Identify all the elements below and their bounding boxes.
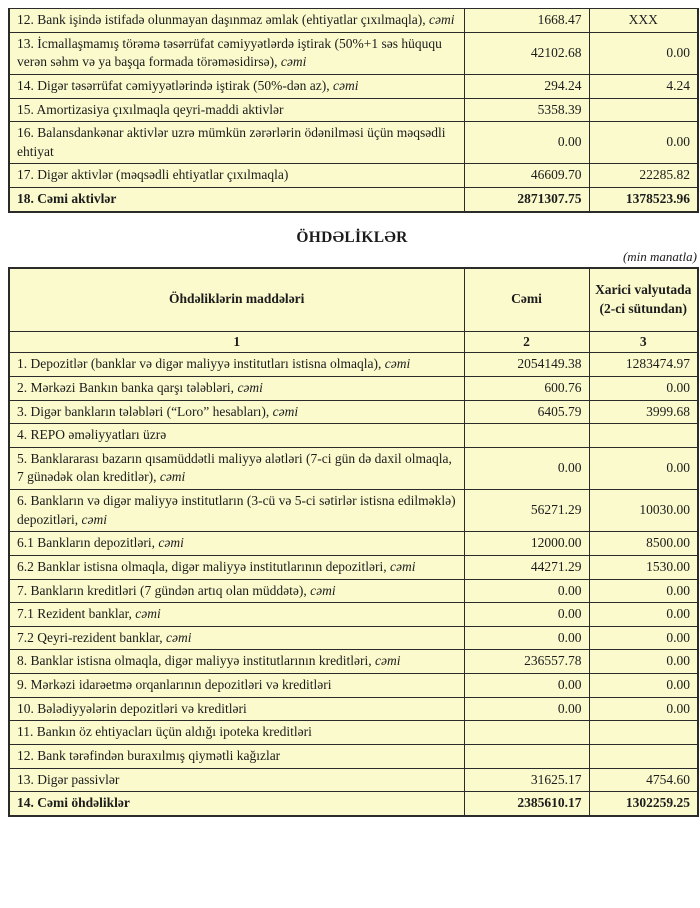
foreign-currency-value-cell: 1302259.25 [589,792,698,816]
row-label-text: 7.2 Qeyri-rezident banklar, [17,629,163,645]
total-value-cell: 46609.70 [464,164,589,188]
column-header-foreign-currency: Xarici valyutada (2-ci sütundan) [589,268,698,332]
table-row [9,353,698,377]
table-row [9,376,698,400]
row-label-cell [9,555,464,579]
row-label-cell [9,98,464,122]
foreign-currency-value-cell: 0.00 [589,122,698,164]
row-label-cell [9,697,464,721]
table-row [9,697,698,721]
unit-note: (min manatla) [622,248,697,264]
row-label-italic-suffix: cəmi [375,653,401,669]
foreign-currency-value-cell: 4.24 [589,74,698,98]
total-value-cell: 1668.47 [464,9,589,33]
row-label-text: 18. Cəmi aktivlər [17,191,117,206]
table-row [9,32,698,74]
row-label-cell [9,792,464,816]
total-value-cell: 12000.00 [464,532,589,556]
row-label-text: 11. Bankın öz ehtiyacları üçün aldığı ipoteka kreditləri [17,724,312,740]
row-label-italic-suffix: cəmi [280,54,307,70]
row-label-text: 7. Bankların kreditləri (7 gündən artıq olan müddətə), [17,582,307,598]
table-row [9,98,698,122]
row-label-cell [9,9,464,33]
total-value-cell: 0.00 [464,674,589,698]
liabilities-header-row [9,268,698,332]
total-value-cell: 0.00 [464,697,589,721]
row-label-cell [9,447,464,489]
total-value-cell: 42102.68 [464,32,589,74]
total-row [9,792,698,816]
row-label-text: 6. Bankların və digər maliyyə institutların (3-cü və 5-ci sətirlər istisna edilməklə) depozitləri, [17,493,456,527]
foreign-currency-value-cell: 22285.82 [589,164,698,188]
table-row [9,650,698,674]
table-row [9,164,698,188]
row-label-italic-suffix: cəmi [81,511,107,527]
total-value-cell: 0.00 [464,447,589,489]
foreign-currency-value-cell [589,424,698,448]
row-label-cell [9,768,464,792]
row-label-cell [9,579,464,603]
total-value-cell: 294.24 [464,74,589,98]
row-label-cell [9,424,464,448]
total-value-cell: 44271.29 [464,555,589,579]
row-label-italic-suffix: cəmi [158,535,184,551]
row-label-italic-suffix: cəmi [237,379,263,395]
foreign-currency-value-cell: 0.00 [589,447,698,489]
row-label-cell [9,603,464,627]
total-value-cell: 2054149.38 [464,353,589,377]
table-row [9,744,698,768]
row-label-cell [9,122,464,164]
liabilities-section-title: ÖHDƏLİKLƏR [296,228,408,246]
foreign-currency-value-cell: 4754.60 [589,768,698,792]
row-label-cell [9,353,464,377]
column-number-row [9,331,698,353]
row-label-text: 14. Cəmi öhdəliklər [17,795,130,811]
foreign-currency-value-cell: 8500.00 [589,532,698,556]
row-label-cell [9,74,464,98]
foreign-currency-value-cell: 0.00 [589,579,698,603]
table-row [9,768,698,792]
row-label-cell [9,164,464,188]
row-label-cell [9,650,464,674]
row-label-text: 6.2 Banklar istisna olmaqla, digər maliyyə institutlarının depozitləri, [17,558,387,574]
row-label-text: 6.1 Bankların depozitləri, [17,535,155,551]
table-row [9,447,698,489]
total-value-cell: 31625.17 [464,768,589,792]
row-label-text: 12. Bank işində istifadə olunmayan daşınmaz əmlak (ehtiyatlar çıxılmaqla), [17,12,426,27]
total-value-cell: 0.00 [464,603,589,627]
row-label-italic-suffix: cəmi [135,606,161,622]
total-value-cell: 6405.79 [464,400,589,424]
row-label-text: 4. REPO əməliyyatları üzrə [17,427,167,443]
foreign-currency-value-cell: 0.00 [589,32,698,74]
foreign-currency-value-cell: 0.00 [589,603,698,627]
row-label-cell [9,400,464,424]
total-value-cell [464,424,589,448]
row-label-text: 1. Depozitlər (banklar və digər maliyyə institutları istisna olmaqla), [17,356,382,372]
table-row [9,579,698,603]
table-row [9,122,698,164]
table-row [9,9,698,33]
foreign-currency-value-cell: 10030.00 [589,490,698,532]
total-value-cell: 236557.78 [464,650,589,674]
row-label-text: 16. Balansdankənar aktivlər uzrə mümkün zərərlərin ödənilməsi üçün məqsədli ehtiyat [17,125,446,159]
row-label-cell [9,376,464,400]
foreign-currency-value-cell: 1283474.97 [589,353,698,377]
foreign-currency-value-cell: 0.00 [589,626,698,650]
row-label-text: 2. Mərkəzi Bankın banka qarşı tələbləri, [17,379,235,395]
column-number-2: 2 [464,331,589,353]
row-label-italic-suffix: cəmi [390,558,416,574]
total-value-cell: 2385610.17 [464,792,589,816]
table-row [9,555,698,579]
table-row [9,400,698,424]
row-label-text: 8. Banklar istisna olmaqla, digər maliyyə institutlarının kreditləri, [17,653,372,669]
column-header-items: Öhdəliklərin maddələri [9,268,464,332]
total-value-cell: 2871307.75 [464,188,589,212]
foreign-currency-value-cell: 0.00 [589,650,698,674]
foreign-currency-value-cell: 0.00 [589,376,698,400]
row-label-cell [9,32,464,74]
row-label-italic-suffix: cəmi [272,403,299,419]
foreign-currency-value-cell: 1378523.96 [589,188,698,212]
table-row [9,721,698,745]
foreign-currency-value-cell: 3999.68 [589,400,698,424]
total-row [9,188,698,212]
foreign-currency-value-cell [589,98,698,122]
row-label-text: 17. Digər aktivlər (məqsədli ehtiyatlar çıxılmaqla) [17,167,289,183]
row-label-text: 14. Digər təsərrüfat cəmiyyətlərində iştirak (50%-dən az), [17,77,330,93]
foreign-currency-value-cell: 0.00 [589,697,698,721]
row-label-italic-suffix: cəmi [166,629,192,645]
total-value-cell [464,744,589,768]
row-label-italic-suffix: cəmi [384,356,411,372]
row-label-cell [9,532,464,556]
foreign-currency-value-cell: 0.00 [589,674,698,698]
row-label-text: 15. Amortizasiya çıxılmaqla qeyri-maddi aktivlər [17,101,284,117]
total-value-cell: 0.00 [464,579,589,603]
table-row [9,424,698,448]
row-label-cell [9,490,464,532]
total-value-cell: 0.00 [464,122,589,164]
table-row [9,674,698,698]
liabilities-table [8,267,699,817]
foreign-currency-value-cell [589,721,698,745]
row-label-italic-suffix: cəmi [333,77,359,93]
assets-table [8,8,699,213]
total-value-cell: 56271.29 [464,490,589,532]
row-label-cell [9,674,464,698]
table-row [9,532,698,556]
row-label-cell [9,188,464,212]
row-label-italic-suffix: cəmi [429,12,455,27]
foreign-currency-value-cell: 1530.00 [589,555,698,579]
row-label-text: 10. Bələdiyyələrin depozitləri və kreditləri [17,700,247,716]
total-value-cell: 0.00 [464,626,589,650]
total-value-cell [464,721,589,745]
row-label-cell [9,626,464,650]
column-number-3: 3 [589,331,698,353]
total-value-cell: 600.76 [464,376,589,400]
row-label-text: 3. Digər bankların tələbləri (“Loro” hesabları), [17,403,270,419]
column-number-1: 1 [9,331,464,353]
row-label-text: 7.1 Rezident banklar, [17,606,132,622]
column-header-total: Cəmi [464,268,589,332]
row-label-text: 5. Banklararası bazarın qısamüddətli maliyyə alətləri (7-ci gün də daxil olmaqla, 7 günədək olan kreditlər), [17,450,452,485]
row-label-cell [9,744,464,768]
row-label-text: 12. Bank tərəfindən buraxılmış qiymətli kağızlar [17,747,281,763]
total-value-cell: 5358.39 [464,98,589,122]
row-label-text: 9. Mərkəzi idarəetmə orqanlarının depozitləri və kreditləri [17,677,332,692]
foreign-currency-value-cell: XXX [589,9,698,33]
table-row [9,626,698,650]
row-label-italic-suffix: cəmi [310,582,336,598]
foreign-currency-value-cell [589,744,698,768]
table-row [9,490,698,532]
table-row [9,603,698,627]
row-label-cell [9,721,464,745]
row-label-text: 13. Digər passivlər [17,771,120,787]
table-row [9,74,698,98]
row-label-italic-suffix: cəmi [159,469,186,485]
row-label-text: 13. İcmallaşmamış törəmə təsərrüfat cəmiyyətlərdə iştirak (50%+1 səs hüququ verən səhm və ya başqa formada törəməsidirsə), [17,35,442,70]
